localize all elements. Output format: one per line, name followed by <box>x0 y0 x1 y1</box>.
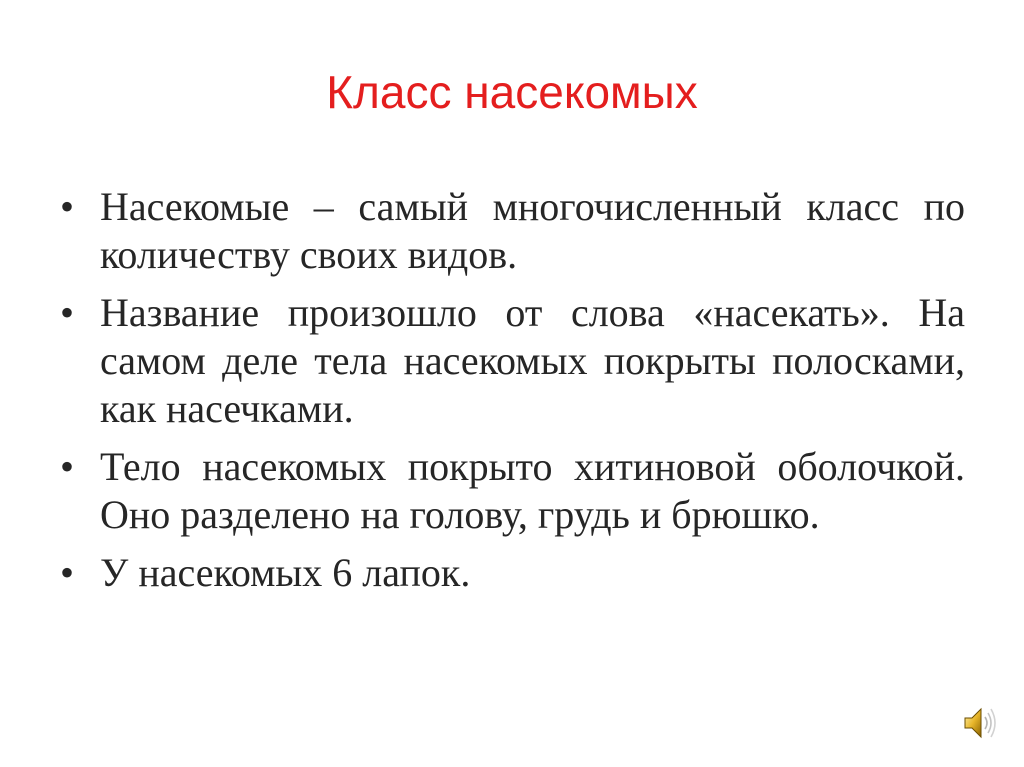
speaker-icon[interactable] <box>962 703 998 743</box>
bullet-item <box>60 549 965 597</box>
bullet-item <box>60 443 965 539</box>
bullet-text: Насекомые – самый многочисленный класс по количеству своих видов. <box>100 184 965 277</box>
bullet-text: У насекомых 6 лапок. <box>100 550 471 595</box>
speaker-icon-graphic <box>962 703 998 743</box>
bullet-text: Тело насекомых покрыто хитиновой оболочкой. Оно разделено на голову, грудь и брюшко. <box>100 444 965 537</box>
bullet-text: Название произошло от слова «насекать». На самом деле тела насекомых покрыты полосками, как насечками. <box>100 290 965 431</box>
slide-title: Класс насекомых <box>326 66 698 118</box>
bullet-dot: • <box>60 184 75 229</box>
bullet-item <box>60 289 965 433</box>
bullet-item <box>60 183 965 279</box>
bullet-dot: • <box>60 444 75 489</box>
bullet-list <box>60 183 965 607</box>
bullet-dot: • <box>60 290 75 335</box>
bullet-dot: • <box>60 550 75 595</box>
